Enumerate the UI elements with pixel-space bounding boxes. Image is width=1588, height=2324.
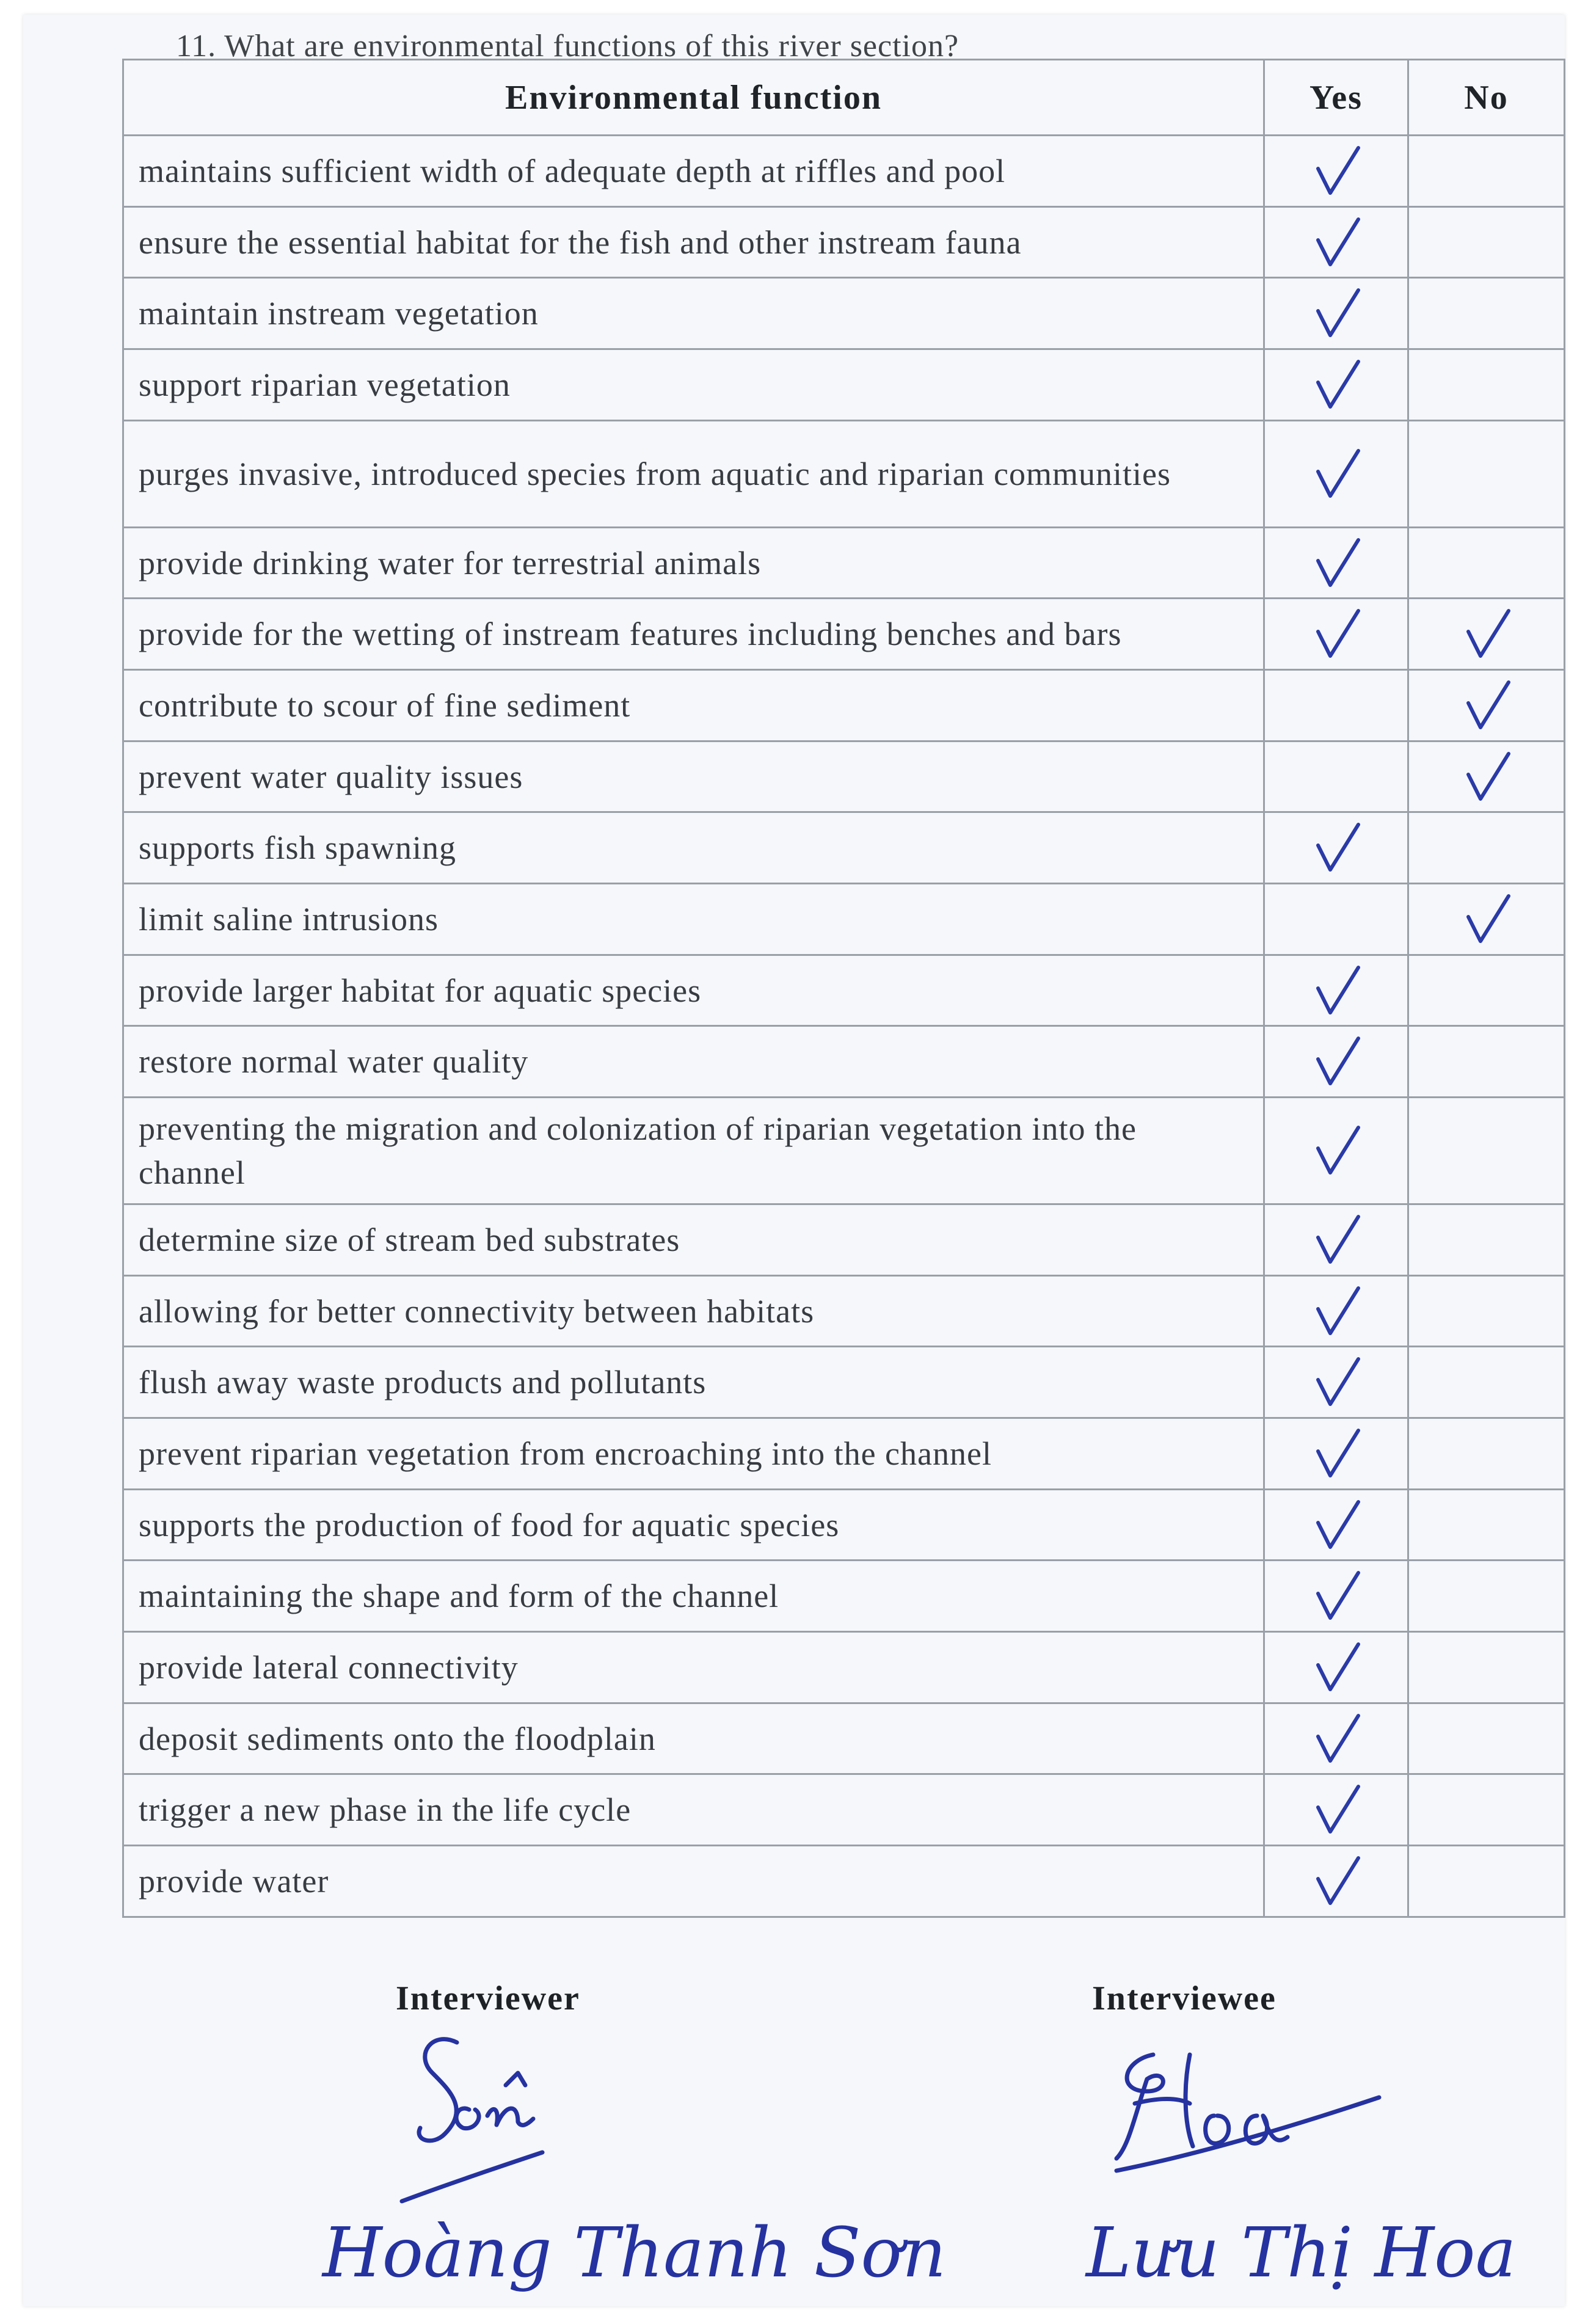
- function-cell: trigger a new phase in the life cycle: [123, 1774, 1264, 1846]
- table-row: [123, 1026, 1565, 1098]
- yes-cell: [1264, 1846, 1408, 1917]
- table-row: [123, 1204, 1565, 1276]
- function-cell: maintains sufficient width of adequate depth at riffles and pool: [123, 136, 1264, 207]
- function-cell: prevent riparian vegetation from encroaching into the channel: [123, 1418, 1264, 1490]
- check-mark-icon: [1300, 355, 1373, 414]
- function-cell: provide lateral connectivity: [123, 1632, 1264, 1703]
- table-row: [123, 1774, 1565, 1846]
- yes-cell: [1264, 741, 1408, 812]
- no-cell: [1408, 1846, 1565, 1917]
- check-mark-icon: [1300, 1638, 1373, 1697]
- table-row: [123, 812, 1565, 884]
- form-sheet: [23, 15, 1565, 2306]
- table-row: [123, 1098, 1565, 1204]
- function-cell: preventing the migration and colonization of riparian vegetation into the channel: [123, 1098, 1264, 1204]
- function-cell: provide for the wetting of instream features including benches and bars: [123, 599, 1264, 670]
- interviewer-signature: [365, 2018, 622, 2213]
- interviewee-label: Interviewee: [1092, 1980, 1277, 2017]
- no-cell: [1408, 420, 1565, 527]
- yes-cell: [1264, 1774, 1408, 1846]
- interviewer-name: Hoàng Thanh Sơn: [322, 2213, 947, 2293]
- no-cell: [1408, 955, 1565, 1026]
- no-cell: [1408, 1561, 1565, 1632]
- table-row: [123, 527, 1565, 599]
- check-mark-icon: [1300, 1852, 1373, 1911]
- yes-cell: [1264, 527, 1408, 599]
- yes-cell: [1264, 1347, 1408, 1418]
- check-mark-icon: [1300, 605, 1373, 663]
- table-row: [123, 955, 1565, 1026]
- check-mark-icon: [1300, 1424, 1373, 1483]
- table-row: [123, 206, 1565, 278]
- yes-cell: [1264, 599, 1408, 670]
- table-header-row: [123, 60, 1565, 136]
- table-row: [123, 1632, 1565, 1703]
- check-mark-icon: [1300, 1780, 1373, 1839]
- yes-cell: [1264, 349, 1408, 421]
- table-row: [123, 599, 1565, 670]
- function-cell: provide larger habitat for aquatic species: [123, 955, 1264, 1026]
- no-cell: [1408, 349, 1565, 421]
- no-cell: [1408, 1204, 1565, 1276]
- function-cell: supports the production of food for aquatic species: [123, 1489, 1264, 1561]
- yes-cell: [1264, 884, 1408, 955]
- table-row: [123, 670, 1565, 741]
- no-cell: [1408, 599, 1565, 670]
- yes-cell: [1264, 1489, 1408, 1561]
- table-row: [123, 884, 1565, 955]
- no-cell: [1408, 278, 1565, 349]
- no-cell: [1408, 670, 1565, 741]
- function-cell: provide water: [123, 1846, 1264, 1917]
- table-row: [123, 1846, 1565, 1917]
- yes-cell: [1264, 1026, 1408, 1098]
- function-cell: limit saline intrusions: [123, 884, 1264, 955]
- yes-cell: [1264, 1632, 1408, 1703]
- no-cell: [1408, 1275, 1565, 1347]
- yes-cell: [1264, 955, 1408, 1026]
- yes-cell: [1264, 812, 1408, 884]
- check-mark-icon: [1300, 961, 1373, 1020]
- yes-cell: [1264, 1204, 1408, 1276]
- check-mark-icon: [1300, 213, 1373, 272]
- function-cell: supports fish spawning: [123, 812, 1264, 884]
- table-row: [123, 1489, 1565, 1561]
- check-mark-icon: [1300, 1282, 1373, 1341]
- check-mark-icon: [1300, 1496, 1373, 1554]
- no-cell: [1408, 884, 1565, 955]
- yes-cell: [1264, 1098, 1408, 1204]
- table-row: [123, 1561, 1565, 1632]
- function-cell: ensure the essential habitat for the fish and other instream fauna: [123, 206, 1264, 278]
- function-cell: prevent water quality issues: [123, 741, 1264, 812]
- yes-cell: [1264, 206, 1408, 278]
- check-mark-icon: [1450, 676, 1523, 735]
- check-mark-icon: [1300, 818, 1373, 877]
- no-cell: [1408, 741, 1565, 812]
- check-mark-icon: [1450, 605, 1523, 663]
- check-mark-icon: [1300, 1567, 1373, 1625]
- yes-cell: [1264, 1561, 1408, 1632]
- no-cell: [1408, 1026, 1565, 1098]
- yes-cell: [1264, 1418, 1408, 1490]
- table-row: [123, 1703, 1565, 1774]
- no-cell: [1408, 1098, 1565, 1204]
- yes-cell: [1264, 1703, 1408, 1774]
- yes-cell: [1264, 1275, 1408, 1347]
- table-row: [123, 136, 1565, 207]
- header-no: No: [1408, 60, 1565, 136]
- function-cell: maintain instream vegetation: [123, 278, 1264, 349]
- function-cell: maintaining the shape and form of the channel: [123, 1561, 1264, 1632]
- yes-cell: [1264, 278, 1408, 349]
- header-function: Environmental function: [123, 60, 1264, 136]
- no-cell: [1408, 136, 1565, 207]
- yes-cell: [1264, 136, 1408, 207]
- check-mark-icon: [1450, 890, 1523, 949]
- interviewee-name: Lưu Thị Hoa: [1086, 2213, 1517, 2293]
- check-mark-icon: [1300, 1121, 1373, 1180]
- check-mark-icon: [1300, 1353, 1373, 1412]
- check-mark-icon: [1300, 445, 1373, 503]
- environmental-function-table: [122, 59, 1565, 1918]
- yes-cell: [1264, 420, 1408, 527]
- interviewer-label: Interviewer: [396, 1980, 580, 2017]
- yes-cell: [1264, 670, 1408, 741]
- no-cell: [1408, 1418, 1565, 1490]
- check-mark-icon: [1450, 748, 1523, 806]
- check-mark-icon: [1300, 1032, 1373, 1091]
- function-cell: contribute to scour of fine sediment: [123, 670, 1264, 741]
- no-cell: [1408, 1632, 1565, 1703]
- no-cell: [1408, 527, 1565, 599]
- function-cell: provide drinking water for terrestrial animals: [123, 527, 1264, 599]
- function-cell: deposit sediments onto the floodplain: [123, 1703, 1264, 1774]
- function-cell: allowing for better connectivity between habitats: [123, 1275, 1264, 1347]
- function-cell: restore normal water quality: [123, 1026, 1264, 1098]
- function-cell: flush away waste products and pollutants: [123, 1347, 1264, 1418]
- check-mark-icon: [1300, 142, 1373, 200]
- no-cell: [1408, 1489, 1565, 1561]
- no-cell: [1408, 812, 1565, 884]
- table-row: [123, 420, 1565, 527]
- no-cell: [1408, 206, 1565, 278]
- check-mark-icon: [1300, 534, 1373, 592]
- check-mark-icon: [1300, 1710, 1373, 1768]
- table-row: [123, 741, 1565, 812]
- check-mark-icon: [1300, 1211, 1373, 1269]
- table-row: [123, 1418, 1565, 1490]
- function-cell: determine size of stream bed substrates: [123, 1204, 1264, 1276]
- no-cell: [1408, 1347, 1565, 1418]
- interviewee-signature: [1086, 2030, 1428, 2189]
- header-yes: Yes: [1264, 60, 1408, 136]
- table-row: [123, 349, 1565, 421]
- table-row: [123, 278, 1565, 349]
- table-row: [123, 1347, 1565, 1418]
- no-cell: [1408, 1703, 1565, 1774]
- function-cell: purges invasive, introduced species from aquatic and riparian communities: [123, 420, 1264, 527]
- check-mark-icon: [1300, 284, 1373, 343]
- table-row: [123, 1275, 1565, 1347]
- question-title: 11. What are environmental functions of this river section?: [176, 29, 960, 64]
- no-cell: [1408, 1774, 1565, 1846]
- function-cell: support riparian vegetation: [123, 349, 1264, 421]
